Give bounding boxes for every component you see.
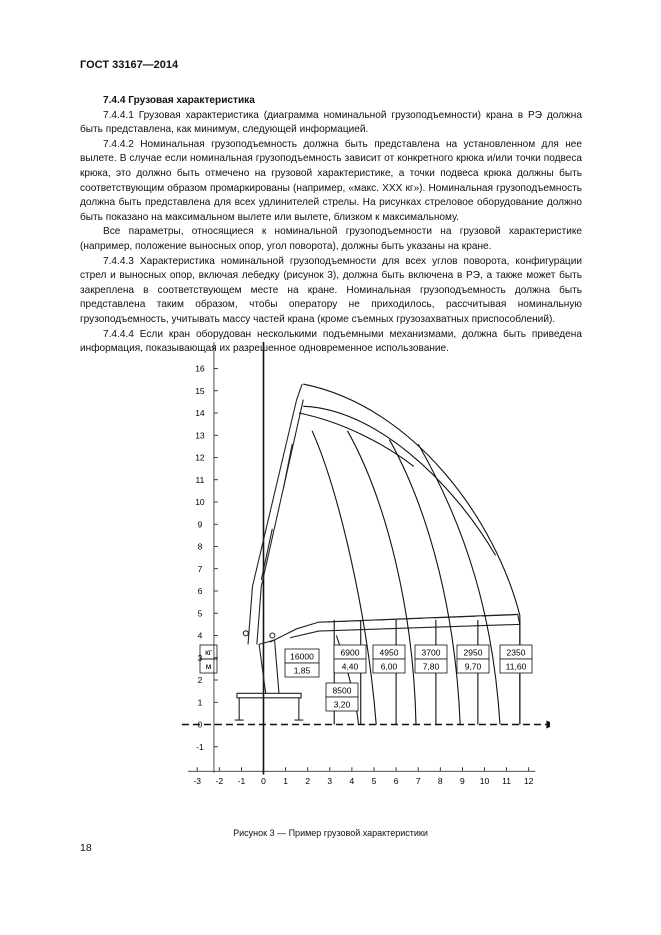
capacity-kg-label: 6900 bbox=[340, 647, 360, 658]
x-tick-label: 9 bbox=[460, 776, 465, 787]
y-tick-label: 11 bbox=[195, 474, 205, 485]
boom-pivot bbox=[270, 633, 275, 638]
y-tick-label: 9 bbox=[197, 519, 203, 530]
paragraph-5: 7.4.4.4 Если кран оборудован несколькими подъемными механизмами, должна быть приведена информация, показывающая их разрешенное одновременное использование. bbox=[80, 328, 582, 355]
y-tick-label: 5 bbox=[197, 608, 203, 619]
x-tick-label: 8 bbox=[437, 776, 443, 787]
capacity-radius-label: 6,00 bbox=[380, 661, 398, 672]
y-tick-label: 13 bbox=[195, 430, 205, 441]
x-tick-label: 0 bbox=[261, 776, 266, 787]
x-tick-label: 10 bbox=[479, 776, 490, 787]
capacity-radius-label: 7,80 bbox=[422, 661, 440, 672]
capacity-kg-label: 2950 bbox=[463, 647, 483, 658]
vertical-boom-outer bbox=[248, 384, 302, 644]
envelope-curve bbox=[303, 384, 520, 724]
capacity-labels bbox=[285, 645, 532, 711]
y-tick-label: 3 bbox=[197, 652, 203, 663]
paragraph-1: 7.4.4.1 Грузовая характеристика (диаграмма номинальной грузоподъемности) крана в РЭ должна быть представлена, как минимум, следующей информацией. bbox=[80, 109, 582, 136]
y-tick-label: 10 bbox=[195, 497, 205, 507]
x-tick-label: 2 bbox=[305, 776, 311, 787]
x-tick-label: -1 bbox=[237, 776, 246, 787]
y-tick-label: 16 bbox=[195, 363, 205, 374]
figure-caption: Рисунок 3 — Пример грузовой характеристики bbox=[233, 828, 428, 838]
paragraph-2: 7.4.4.2 Номинальная грузоподъемность должна быть представлена на установленном для нее вылете. В случае если номинальная грузоподъемность зависит от конкретного крюка и/или точки подвеса крюка, это должно быть отмечено на грузовой характеристике, а точки подвеса крюка должны быть соответствующим образом промаркированы (например, «макс. ХХХ кг»). Номинальная грузоподъемность должна быть представлена для всех удлинителей стрелы. На рисунках стреловое оборудование должно быть показано на максимальном вылете или вылете, близком к максимальному. bbox=[80, 138, 582, 223]
legend-bottom-label: м bbox=[205, 661, 212, 671]
paragraph-3: Все параметры, относящиеся к номинальной грузоподъемности на грузовой характеристике (например, положение выносных опор, угол поворота), должны быть указаны на кране. bbox=[80, 226, 582, 252]
capacity-kg-label: 16000 bbox=[290, 651, 314, 662]
x-tick-label: -2 bbox=[215, 776, 224, 787]
chart-axes bbox=[182, 342, 550, 775]
page-number: 18 bbox=[80, 842, 92, 854]
y-tick-label: 1 bbox=[197, 697, 203, 708]
x-tick-label: 1 bbox=[283, 776, 288, 787]
capacity-radius-label: 1,85 bbox=[293, 665, 311, 676]
capacity-radius-label: 9,70 bbox=[464, 661, 482, 672]
radius-curve bbox=[312, 431, 376, 725]
chart-ticks bbox=[193, 364, 533, 787]
capacity-radius-label: 3,20 bbox=[333, 699, 351, 710]
y-tick-label: -1 bbox=[196, 741, 204, 752]
horizontal-boom-segments bbox=[325, 615, 515, 622]
crane-outriggers bbox=[239, 698, 299, 720]
crane-base bbox=[237, 693, 301, 697]
y-tick-label: 7 bbox=[197, 563, 203, 574]
y-tick-label: 6 bbox=[197, 586, 203, 596]
x-tick-label: 11 bbox=[502, 776, 512, 787]
capacity-kg-label: 4950 bbox=[379, 647, 399, 658]
capacity-curves bbox=[299, 384, 520, 724]
x-tick-label: 4 bbox=[349, 776, 355, 787]
boom-pivot bbox=[243, 631, 248, 636]
document-body bbox=[80, 94, 582, 357]
page-header: ГОСТ 33167—2014 bbox=[80, 59, 179, 71]
y-tick-label: 8 bbox=[197, 541, 203, 552]
vertical-boom-segments bbox=[261, 444, 292, 580]
capacity-kg-label: 2350 bbox=[506, 647, 526, 658]
capacity-kg-label: 3700 bbox=[421, 647, 441, 658]
paragraph-4: 7.4.4.3 Характеристика номинальной грузоподъемности для всех углов поворота, конфигурации стрел и выносных опор, включая лебедку (рисунок 3), должна быть включена в РЭ, а также может быть закреплена в соответствующем месте на кране. Номинальная грузоподъемность должна быть представлена таким образом, чтобы оператору не приходилось, рассчитывая номинальную грузоподъемность, учитывать массу частей крана (кроме съемных грузозахватных приспособлений). bbox=[80, 255, 582, 325]
crane-column bbox=[259, 640, 279, 693]
y-tick-label: 4 bbox=[197, 630, 203, 641]
horizontal-boom bbox=[270, 614, 520, 642]
y-tick-label: 12 bbox=[195, 452, 205, 463]
capacity-kg-label: 8500 bbox=[332, 685, 352, 696]
x-axis-arrow bbox=[546, 721, 550, 729]
inner-envelope-curve bbox=[303, 406, 495, 555]
x-tick-label: 3 bbox=[327, 776, 333, 787]
x-tick-label: 5 bbox=[371, 776, 377, 787]
section-heading: 7.4.4 Грузовая характеристика bbox=[103, 95, 255, 106]
x-tick-label: 7 bbox=[415, 776, 421, 787]
radius-curve bbox=[347, 431, 416, 725]
x-tick-label: 6 bbox=[393, 776, 399, 787]
legend-top-label: кг bbox=[205, 647, 212, 657]
y-tick-label: 0 bbox=[197, 719, 203, 730]
load-chart-figure bbox=[130, 342, 550, 802]
y-tick-label: 2 bbox=[197, 675, 203, 685]
y-tick-label: 15 bbox=[195, 385, 205, 396]
units-legend bbox=[197, 645, 217, 673]
x-tick-label: 12 bbox=[523, 776, 534, 787]
capacity-radius-label: 4,40 bbox=[341, 661, 359, 672]
capacity-radius-label: 11,60 bbox=[505, 661, 527, 672]
y-tick-label: 14 bbox=[195, 408, 205, 418]
x-tick-label: -3 bbox=[193, 776, 201, 787]
radius-curve bbox=[418, 444, 500, 724]
